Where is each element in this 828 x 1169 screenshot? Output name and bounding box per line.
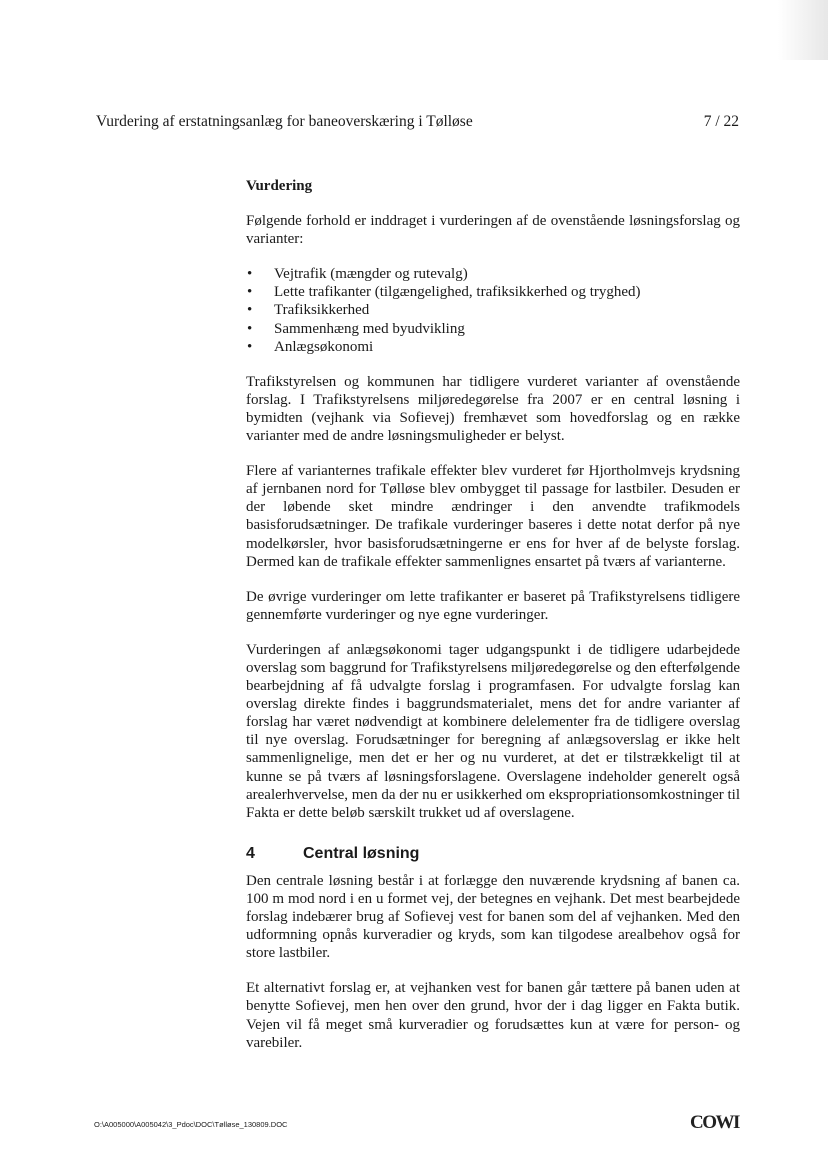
- section-number: 4: [246, 844, 255, 862]
- body-paragraph: Flere af varianternes trafikale effekter blev vurderet før Hjortholmvejs krydsning af jernbanen nord for Tølløse blev ombygget til passage for lastbiler. Desuden er der løbende sket mindre ændringer i den anvendte trafikmodels basisforudsætninger. De trafikale vurderinger baseres i dette notat derfor på nye modelkørsler, hvor basisforudsætningerne er ens for hver af de belyste forslag. Dermed kan de trafikale effekter sammenlignes ensartet på tværs af varianterne.: [246, 463, 740, 570]
- section-title: Central løsning: [303, 844, 420, 862]
- bullet-icon: •: [247, 338, 253, 355]
- list-item-text: Vejtrafik (mængder og rutevalg): [274, 266, 468, 283]
- list-item: [246, 301, 740, 319]
- document-title: Vurdering af erstatningsanlæg for baneoverskæring i Tølløse: [96, 113, 473, 130]
- list-item-text: Lette trafikanter (tilgængelighed, trafiksikkerhed og tryghed): [274, 284, 641, 301]
- list-item: [246, 283, 740, 301]
- bullet-icon: •: [247, 266, 253, 283]
- body-paragraph: Den centrale løsning består i at forlægge den nuværende krydsning af banen ca. 100 m mod nord i en u formet vej, der betegnes en vejhank. Det mest bearbejdede forslag indebærer brug af Sofievej vest for banen som del af vejhanken. Med den udformning opnås kurveradier og kryds, som kan tilgodese arealbehov også for store lastbiler.: [246, 872, 740, 962]
- page-number: 7 / 22: [703, 113, 739, 130]
- list-item: [246, 320, 740, 338]
- list-item: [246, 265, 740, 283]
- subsection-heading: Vurdering: [246, 178, 313, 194]
- list-item-text: Sammenhæng med byudvikling: [274, 320, 465, 337]
- criteria-list: [246, 265, 740, 355]
- bullet-icon: •: [247, 302, 253, 319]
- body-paragraph: Trafikstyrelsen og kommunen har tidligere vurderet varianter af ovenstående forslag. I Trafikstyrelsens miljøredegørelse fra 2007 er en central løsning i bymidten (vejhank via Sofievej) fremhævet som hovedforslag og en række varianter med de andre løsningsmuligheder er belyst.: [246, 373, 740, 445]
- list-item: [246, 338, 740, 356]
- file-path: O:\A005000\A005042\3_Pdoc\DOC\Tølløse_130809.DOC: [94, 1120, 288, 1129]
- list-item-text: Trafiksikkerhed: [274, 302, 370, 319]
- bullet-icon: •: [247, 284, 253, 301]
- body-paragraph: Et alternativt forslag er, at vejhanken vest for banen går tættere på banen uden at benytte Sofievej, men hen over den grund, hvor der i dag ligger en Fakta butik. Vejen vil få meget små kurveradier og forudsættes kun at være for person- og varebiler.: [246, 980, 740, 1051]
- bullet-icon: •: [247, 320, 253, 337]
- company-logo: COWI: [690, 1112, 739, 1133]
- page-body: [246, 177, 740, 1069]
- section-heading: [246, 845, 740, 863]
- body-paragraph: De øvrige vurderinger om lette trafikanter er baseret på Trafikstyrelsens tidligere gennemførte vurderinger og nye egne vurderinger.: [246, 588, 740, 623]
- scan-artifact: [778, 0, 828, 60]
- body-paragraph: Vurderingen af anlægsøkonomi tager udgangspunkt i de tidligere udarbejdede overslag som baggrund for Trafikstyrelsens miljøredegørelse og den efterfølgende bearbejdning af få udvalgte forslag i programfasen. For udvalgte forslag kan overslag direkte findes i baggrundsmaterialet, mens det for andre varianter af forslag har været nødvendigt at kombinere delelementer fra de tidligere overslag til nye overslag. Forudsætninger for beregning af anlægsoverslag er ikke helt sammenlignelige, men det er her og nu vurderet, at det er tilstrækkeligt til at kunne se på tværs af løsningsforslagene. Overslagene indeholder generelt også arealerhvervelse, men da der nu er usikkerhed om ekspropriationsomkostninger til Fakta er dette beløb særskilt trukket ud af overslagene.: [246, 641, 741, 821]
- list-item-text: Anlægsøkonomi: [274, 338, 374, 355]
- intro-paragraph: Følgende forhold er inddraget i vurderingen af de ovenstående løsningsforslag og varianter:: [246, 213, 740, 248]
